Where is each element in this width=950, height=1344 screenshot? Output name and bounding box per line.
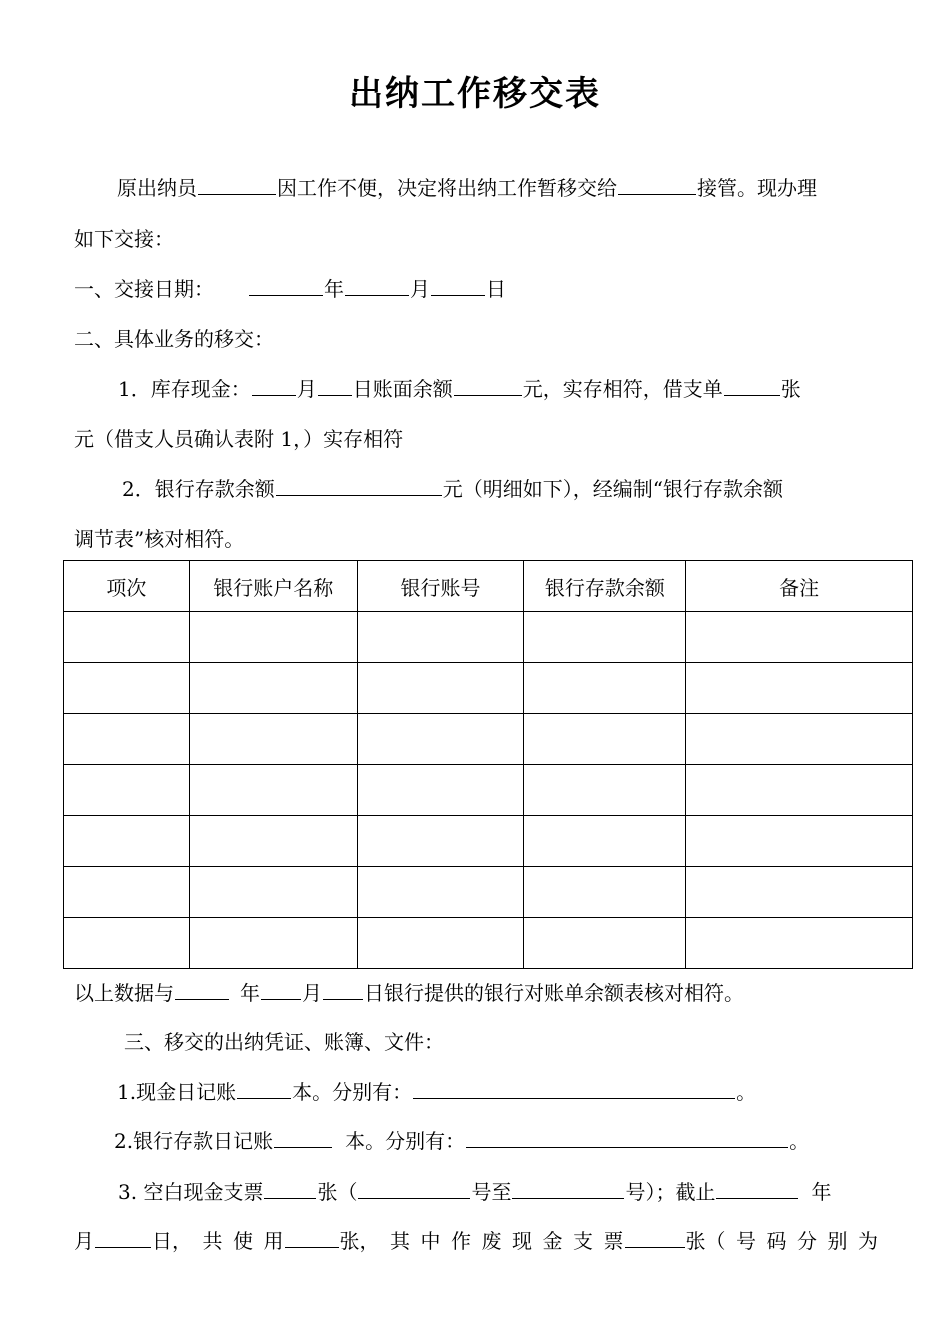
check-end-number-blank[interactable] [512,1178,624,1199]
bank-journal-text: 本。分别有： [345,1129,466,1153]
blank-checks-text: 年 [811,1180,832,1204]
table-row [64,714,913,765]
table-cell[interactable] [64,918,190,969]
table-cell[interactable] [189,867,357,918]
bank-balance-blank[interactable] [276,475,442,496]
check-usage-segment: 月 日， [74,1229,192,1253]
verification-text: 日银行提供的银行对账单余额表核对相符。 [364,981,744,1005]
check-usage-char: 分 [797,1229,817,1253]
cash-journal-list-blank[interactable] [413,1078,735,1099]
table-cell[interactable] [64,867,190,918]
cash-text: 1．库存现金： [118,377,251,401]
check-start-number-blank[interactable] [358,1178,470,1199]
column-header-account-number: 银行账号 [357,561,524,612]
section2-label: 二、具体业务的移交： [74,327,274,351]
blank-checks-text: 号）；截止 [625,1180,716,1204]
cash-journal-text: 1.现金日记账 [117,1080,237,1104]
check-usage-char: 共 [202,1229,223,1253]
section2-heading [74,324,274,354]
check-usage-char: 其 [390,1229,410,1253]
bank-text: 元（明细如下），经编制“银行存款余额 [442,477,783,501]
table-cell[interactable] [524,867,686,918]
check-usage-char: 码 [766,1229,787,1253]
table-cell[interactable] [357,867,524,918]
table-cell[interactable] [64,714,190,765]
table-row [64,612,913,663]
bank-text: 2．银行存款余额 [122,477,275,501]
blank-checks-count-blank[interactable] [264,1178,316,1199]
cutoff-month-blank[interactable] [95,1227,151,1248]
table-cell[interactable] [686,867,913,918]
table-cell[interactable] [524,714,686,765]
check-usage-char: 号 [736,1229,756,1253]
year-label: 年 [324,277,344,301]
statement-month-blank[interactable] [261,979,301,1000]
table-cell[interactable] [189,765,357,816]
bank-journal-line [114,1126,809,1156]
blank-checks-line [118,1177,831,1207]
table-cell[interactable] [189,816,357,867]
blank-checks-line-2 [74,1226,878,1256]
table-cell[interactable] [524,816,686,867]
check-usage-char: 作 [451,1229,471,1253]
verification-text: 以上数据与 [74,981,174,1005]
table-cell[interactable] [189,663,357,714]
table-cell[interactable] [357,714,524,765]
section3-label: 三、移交的出纳凭证、账簿、文件： [124,1030,444,1054]
cash-journal-text: 。 [736,1080,757,1104]
table-cell[interactable] [686,918,913,969]
column-header-account-name: 银行账户名称 [189,561,357,612]
loan-slip-count-blank[interactable] [724,375,780,396]
table-cell[interactable] [357,765,524,816]
column-header-item-no: 项次 [64,561,190,612]
cash-journal-line [117,1077,756,1107]
handover-day-blank[interactable] [431,275,485,296]
blank-checks-text: 3. 空白现金支票 [118,1180,264,1204]
table-row [64,663,913,714]
table-cell[interactable] [189,714,357,765]
table-cell[interactable] [524,918,686,969]
table-cell[interactable] [64,663,190,714]
table-cell[interactable] [686,663,913,714]
cutoff-year-blank[interactable] [716,1178,798,1199]
verification-text: 月 [302,981,322,1005]
bank-line-2 [74,524,244,554]
table-cell[interactable] [189,918,357,969]
table-cell[interactable] [189,612,357,663]
check-usage-char: 使 [233,1229,253,1253]
cash-line-2 [74,424,403,454]
column-header-remarks: 备注 [686,561,913,612]
table-row [64,816,913,867]
check-usage-char: 废 [481,1229,502,1253]
handover-date-line [74,274,506,304]
handover-month-blank[interactable] [345,275,409,296]
cash-journal-count-blank[interactable] [237,1078,291,1099]
new-cashier-blank[interactable] [618,174,696,195]
verification-text: 年 [240,981,260,1005]
handover-year-blank[interactable] [249,275,323,296]
table-cell[interactable] [686,612,913,663]
table-cell[interactable] [524,765,686,816]
table-cell[interactable] [524,663,686,714]
blank-checks-text: 号至 [471,1180,512,1204]
bank-journal-count-blank[interactable] [274,1127,332,1148]
bank-line-1 [122,474,783,504]
cash-day-blank[interactable] [318,375,352,396]
table-cell[interactable] [686,714,913,765]
bank-journal-list-blank[interactable] [466,1127,788,1148]
table-cell[interactable] [64,816,190,867]
statement-day-blank[interactable] [323,979,363,1000]
cash-text: 日账面余额 [352,377,453,401]
intro-line-2 [74,224,174,254]
bank-journal-text: 。 [789,1129,810,1153]
cash-text: 月 [296,377,317,401]
intro-text: 因工作不便，决定将出纳工作暂移交给 [277,176,617,200]
statement-year-blank[interactable] [175,979,229,1000]
document-title: 出纳工作移交表 [349,74,601,114]
month-label: 月 [410,277,430,301]
cash-text: 元，实存相符，借支单 [522,377,723,401]
used-checks-count-blank[interactable] [285,1227,339,1248]
table-cell[interactable] [524,612,686,663]
cash-balance-blank[interactable] [454,375,522,396]
column-header-deposit-balance: 银行存款余额 [524,561,686,612]
check-usage-char: 中 [420,1229,441,1253]
verification-line [74,978,744,1008]
check-usage-char: 支 [573,1229,593,1253]
table-cell[interactable] [686,816,913,867]
bank-text: 调节表”核对相符。 [74,527,245,551]
intro-text: 接管。现办理 [697,176,817,200]
intro-line-1 [117,173,817,203]
check-usage-segment: 用 张， [263,1229,380,1253]
intro-text: 如下交接： [74,227,174,251]
table-row [64,918,913,969]
intro-text: 原出纳员 [117,176,197,200]
cash-line-1 [118,374,801,404]
table-cell[interactable] [686,765,913,816]
table-cell[interactable] [64,765,190,816]
section1-label: 一、交接日期： [74,277,214,301]
check-usage-char: 别 [827,1229,848,1253]
check-usage-char: 金 [542,1229,563,1253]
table-cell[interactable] [64,612,190,663]
cash-text: 元（借支人员确认表附 1，）实存相符 [74,427,404,451]
blank-checks-text: 张（ [317,1180,358,1204]
cash-month-blank[interactable] [252,375,296,396]
table-cell[interactable] [357,816,524,867]
cash-text: 张 [780,377,801,401]
day-label: 日 [486,277,506,301]
original-cashier-blank[interactable] [198,174,276,195]
table-header-row [64,561,913,612]
table-cell[interactable] [357,663,524,714]
bank-accounts-table [63,560,913,969]
check-usage-segment: 票 张（ [603,1229,726,1253]
table-cell[interactable] [357,918,524,969]
table-cell[interactable] [357,612,524,663]
bank-journal-text: 2.银行存款日记账 [114,1129,274,1153]
check-usage-char: 现 [512,1229,532,1253]
table-row [64,867,913,918]
check-usage-char: 为 [858,1229,878,1253]
voided-checks-count-blank[interactable] [625,1227,685,1248]
section3-heading [124,1027,444,1057]
cash-journal-text: 本。分别有： [292,1080,413,1104]
table-row [64,765,913,816]
